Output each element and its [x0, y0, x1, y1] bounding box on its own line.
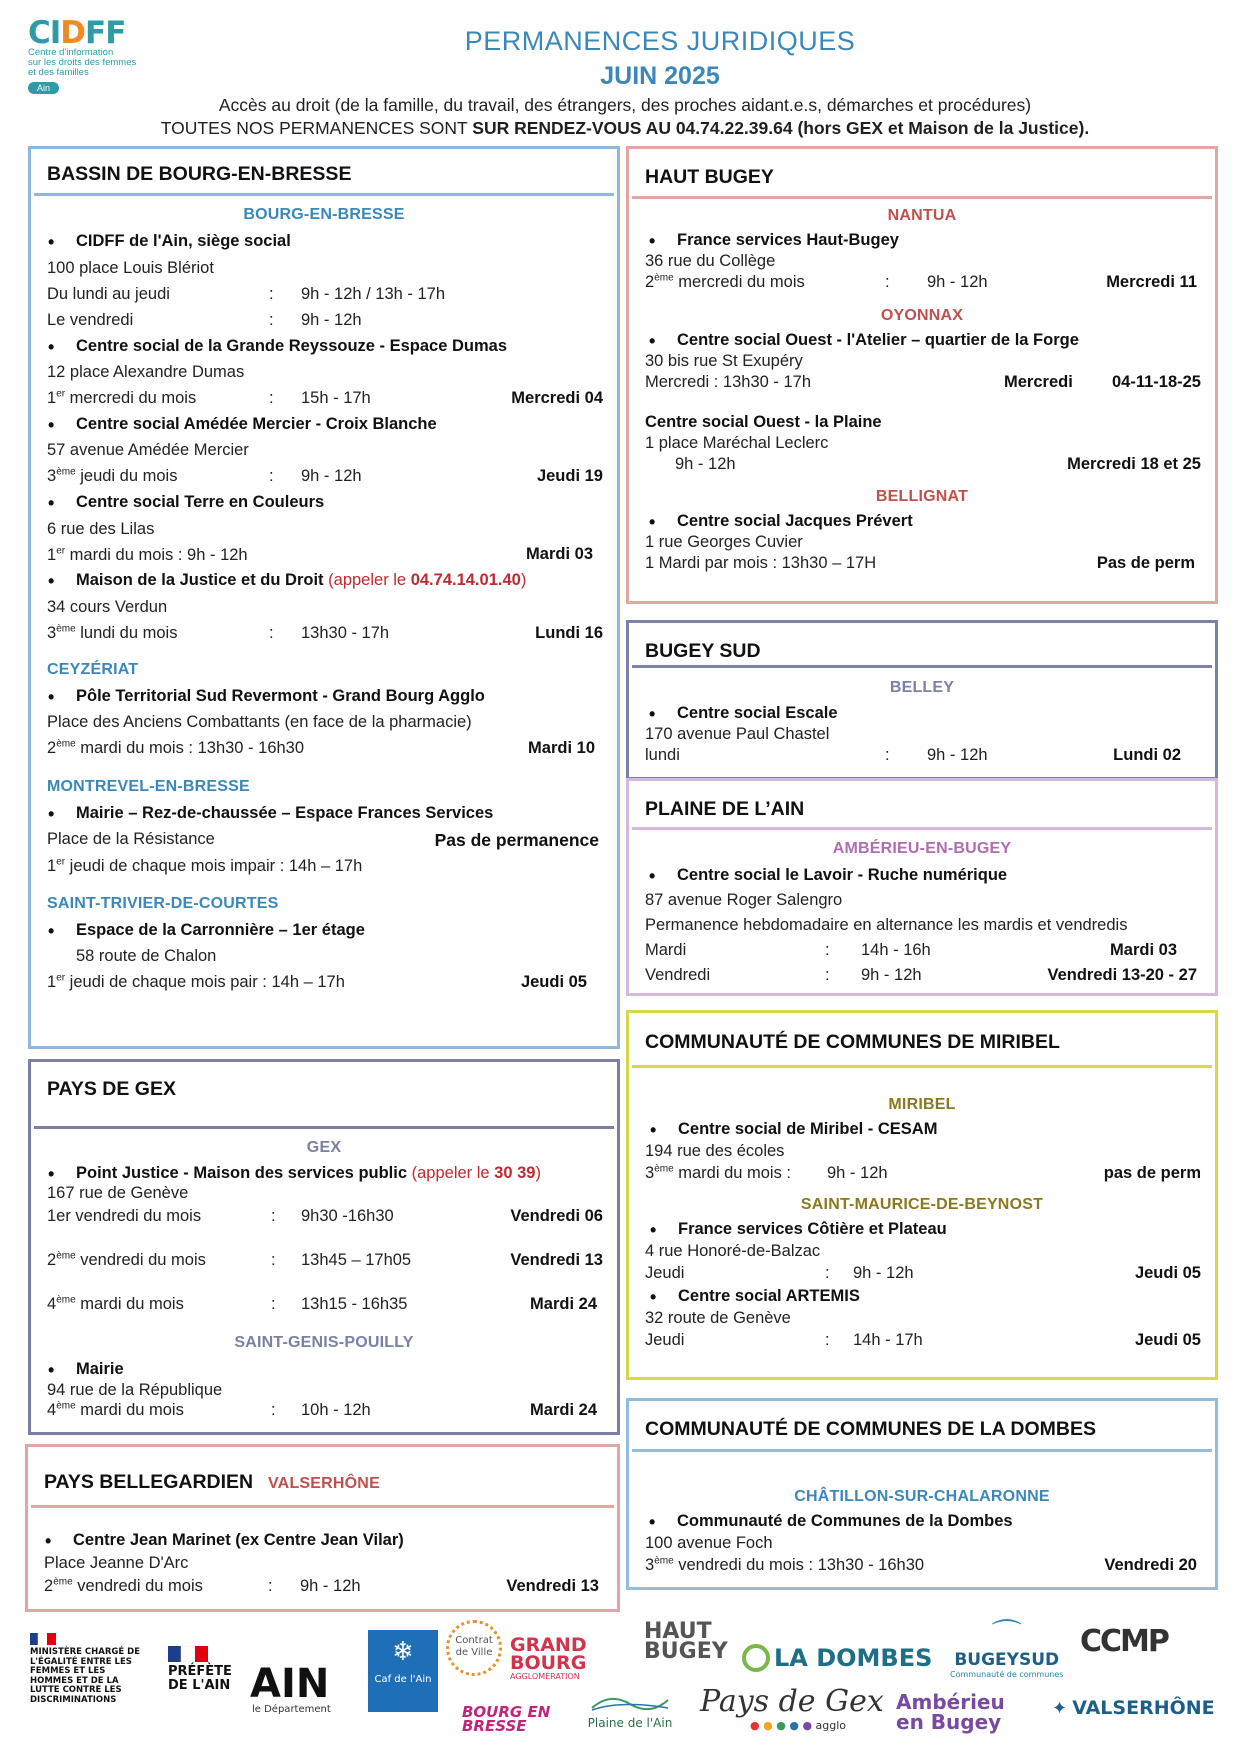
- city-heading: CEYZÉRIAT: [47, 661, 139, 678]
- prefete-logo: PRÉFÈTE DE L'AIN: [168, 1646, 238, 1693]
- city-heading: MIRIBEL: [888, 1096, 956, 1113]
- panel-haut-bugey: HAUT BUGEY NANTUA • France services Haut-Bugey 36 rue du Collège 2ème mercredi du mois : 9h - 12h Mercredi 11 OYONNAX • Centre social Ouest - l'Atelier – quartier de la Forge 30 bis rue St Exupéry Mercredi : 13h30 - 17h Mercredi 04-11-18-25 Centre social Ouest - la Plaine 1 place Maréchal Leclerc 9h - 12h Mercredi 18 et 25 BELLIGNAT • Centre social Jacques Prévert 1 rue Georges Cuvier 1 Mardi par mois : 13h30 – 17H Pas de perm: [626, 146, 1218, 604]
- city-heading: OYONNAX: [880, 307, 964, 324]
- entity-name: • Communauté de Communes de la Dombes: [677, 1512, 1013, 1531]
- entity-name: • Point Justice - Maison des services public (appeler le 30 39): [76, 1164, 541, 1183]
- panel-title: COMMUNAUTÉ DE COMMUNES DE MIRIBEL: [645, 1031, 1060, 1053]
- entity-name: • Centre social Terre en Couleurs: [76, 493, 324, 512]
- bugeysud-logo: ⌒ BUGEYSUD Communauté de communes: [950, 1618, 1064, 1679]
- city-heading: NANTUA: [887, 207, 957, 224]
- entity-name: • Maison de la Justice et du Droit (appeler le 04.74.14.01.40): [76, 571, 526, 590]
- amberieu-logo: Ambérieu en Bugey: [896, 1690, 1005, 1734]
- panel-title: PAYS DE GEX: [47, 1078, 176, 1100]
- city-heading: SAINT-TRIVIER-DE-COURTES: [47, 895, 279, 912]
- date-label: Jeudi 05: [1134, 1264, 1201, 1282]
- entity-name: • Centre social ARTEMIS: [678, 1287, 860, 1306]
- intro-line-1: Accès au droit (de la famille, du travail, des étrangers, des proches aidant.e.s, démarches et procédures): [218, 95, 1032, 115]
- page-title: PERMANENCES JURIDIQUES: [464, 26, 856, 56]
- date-label: Mardi 03: [526, 545, 593, 563]
- city-heading: CHÂTILLON-SUR-CHALARONNE: [794, 1488, 1050, 1505]
- entity-name: • Mairie – Rez-de-chaussée – Espace Frances Services: [76, 804, 493, 823]
- pays-de-gex-logo: Pays de Gex ● ● ● ● ● agglo: [700, 1684, 884, 1732]
- panel-miribel: COMMUNAUTÉ DE COMMUNES DE MIRIBEL MIRIBEL • Centre social de Miribel - CESAM 194 rue des écoles 3ème mardi du mois : 9h - 12h pas de perm SAINT-MAURICE-DE-BEYNOST • France services Côtière et Plateau 4 rue Honoré-de-Balzac Jeudi : 9h - 12h Jeudi 05 • Centre social ARTEMIS 32 route de Genève Jeudi : 14h - 17h Jeudi 05: [626, 1010, 1218, 1380]
- date-label: Pas de perm: [1096, 554, 1195, 572]
- page-month: JUIN 2025: [600, 62, 720, 90]
- plaine-ain-logo: Plaine de l'Ain: [580, 1690, 680, 1730]
- panel-bellegardien: PAYS BELLEGARDIEN VALSERHÔNE • Centre Jean Marinet (ex Centre Jean Vilar) Place Jeanne D'Arc 2ème vendredi du mois : 9h - 12h Vendredi 13: [25, 1444, 620, 1612]
- cidff-logo: CIDFF Centre d'information sur les droits des femmes et des familles Ain: [28, 15, 137, 93]
- entity-name: • France services Haut-Bugey: [677, 231, 899, 250]
- ccmp-logo: CCMP: [1080, 1624, 1168, 1659]
- date-label: 04-11-18-25: [1112, 373, 1201, 391]
- date-label: Vendredi 06: [510, 1207, 603, 1225]
- panel-gex: PAYS DE GEX GEX • Point Justice - Maison des services public (appeler le 30 39) 167 rue de Genève 1er vendredi du mois : 9h30 -16h30 Vendredi 06 2ème vendredi du mois : 13h45 – 17h05 Vendredi 13 4ème mardi du mois : 13h15 - 16h35 Mardi 24 SAINT-GENIS-POUILLY • Mairie 94 rue de la République 4ème mardi du mois : 10h - 12h Mardi 24: [28, 1059, 620, 1435]
- date-label: Jeudi 19: [536, 467, 603, 485]
- la-dombes-logo: LA DOMBES: [742, 1644, 932, 1672]
- city-heading: BELLEY: [889, 679, 955, 696]
- panel-dombes: COMMUNAUTÉ DE COMMUNES DE LA DOMBES CHÂTILLON-SUR-CHALARONNE • Communauté de Communes de la Dombes 100 avenue Foch 3ème vendredi du mois : 13h30 - 16h30 Vendredi 20: [626, 1398, 1218, 1590]
- date-label: pas de perm: [1103, 1164, 1201, 1182]
- panel-bourg: BASSIN DE BOURG-EN-BRESSE BOURG-EN-BRESSE • CIDFF de l'Ain, siège social 100 place Louis Blériot Du lundi au jeudi : 9h - 12h / 13h - 17h Le vendredi : 9h - 12h • Centre social de la Grande Reyssouze - Espace Dumas 12 place Alexandre Dumas 1er mercredi du mois : 15h - 17h Mercredi 04 • Centre social Amédée Mercier - Croix Blanche 57 avenue Amédée Mercier 3ème jeudi du mois : 9h - 12h Jeudi 19 • Centre social Terre en Couleurs 6 rue des Lilas 1er mardi du mois : 9h - 12h Mardi 03 • Maison de la Justice et du Droit (appeler le 04.74.14.01.40) 34 cours Verdun 3ème lundi du mois : 13h30 - 17h Lundi 16 CEYZÉRIAT • Pôle Territorial Sud Revermont - Grand Bourg Agglo Place des Anciens Combattants (en face de la pharmacie) 2ème mardi du mois : 13h30 - 16h30 Mardi 10 MONTREVEL-EN-BRESSE • Mairie – Rez-de-chaussée – Espace Frances Services Place de la Résistance Pas de permanence 1er jeudi de chaque mois impair : 14h – 17h SAINT-TRIVIER-DE-COURTES • Espace de la Carronnière – 1er étage 58 route de Chalon 1er jeudi de chaque mois pair : 14h – 17h Jeudi 05: [28, 146, 620, 1049]
- date-label: Mardi 24: [530, 1401, 597, 1419]
- date-label: Mercredi 18 et 25: [1067, 455, 1201, 473]
- date-label: Lundi 16: [535, 624, 603, 642]
- panel-title: COMMUNAUTÉ DE COMMUNES DE LA DOMBES: [645, 1418, 1097, 1440]
- entity-name: Centre social Ouest - la Plaine: [645, 413, 882, 431]
- panel-plaine-ain: PLAINE DE L’AIN AMBÉRIEU-EN-BUGEY • Centre social le Lavoir - Ruche numérique 87 avenue Roger Salengro Permanence hebdomadaire en alternance les mardis et vendredis Mardi : 14h - 16h Mardi 03 Vendredi : 9h - 12h Vendredi 13-20 - 27: [626, 778, 1218, 996]
- city-heading: AMBÉRIEU-EN-BUGEY: [832, 840, 1012, 857]
- entity-name: • Centre social de Miribel - CESAM: [678, 1120, 937, 1139]
- entity-name: • CIDFF de l'Ain, siège social: [76, 232, 291, 251]
- panel-bugey-sud: BUGEY SUD BELLEY • Centre social Escale 170 avenue Paul Chastel lundi : 9h - 12h Lundi 02: [626, 620, 1218, 780]
- city-heading: MONTREVEL-EN-BRESSE: [47, 778, 250, 795]
- panel-title: PLAINE DE L’AIN: [645, 798, 805, 820]
- date-label: Mardi 10: [528, 739, 595, 757]
- city-heading: BOURG-EN-BRESSE: [243, 206, 405, 223]
- panel-title: BUGEY SUD: [645, 640, 761, 662]
- haut-bugey-logo: HAUT BUGEY: [644, 1619, 728, 1664]
- intro-line-2: TOUTES NOS PERMANENCES SONT SUR RENDEZ-VOUS AU 04.74.22.39.64 (hors GEX et Maison de la Justice).: [160, 118, 1090, 138]
- entity-name: • Espace de la Carronnière – 1er étage: [76, 921, 365, 940]
- ministere-logo: MINISTÈRE CHARGÉ DE L'ÉGALITÉ ENTRE LES FEMMES ET LES HOMMES ET DE LA LUTTE CONTRE LES DISCRIMINATIONS: [30, 1633, 150, 1705]
- panel-title: BASSIN DE BOURG-EN-BRESSE: [47, 163, 352, 185]
- date-label: Mercredi 11: [1106, 273, 1197, 291]
- city-heading: BELLIGNAT: [875, 488, 969, 505]
- entity-name: • Centre social Amédée Mercier - Croix Blanche: [76, 415, 437, 434]
- date-label: Vendredi 13: [506, 1577, 599, 1595]
- ville-bourg-logo: BOURG EN BRESSE: [462, 1703, 551, 1735]
- date-label: Vendredi 13-20 - 27: [1047, 966, 1197, 984]
- contrat-de-ville-logo: Contrat de Ville: [446, 1620, 502, 1676]
- date-label: Vendredi 13: [510, 1251, 603, 1269]
- panel-title: PAYS BELLEGARDIEN: [44, 1471, 254, 1493]
- entity-name: • Centre Jean Marinet (ex Centre Jean Vilar): [73, 1531, 404, 1550]
- city-heading: SAINT-MAURICE-DE-BEYNOST: [800, 1196, 1044, 1213]
- date-label: Mardi 24: [530, 1295, 597, 1313]
- entity-name: • Centre social Ouest - l'Atelier – quartier de la Forge: [677, 331, 1079, 350]
- entity-name: • Centre social Escale: [677, 704, 838, 723]
- entity-name: • Pôle Territorial Sud Revermont - Grand Bourg Agglo: [76, 687, 485, 706]
- grand-bourg-logo: GRAND BOURG AGGLOMÉRATION: [510, 1634, 587, 1681]
- city-heading: VALSERHÔNE: [268, 1475, 380, 1492]
- ain-departement-logo: AIN le Département: [250, 1661, 331, 1715]
- entity-name: • Centre social de la Grande Reyssouze - Espace Dumas: [76, 337, 507, 356]
- entity-name: • Mairie: [76, 1360, 124, 1379]
- date-label: Jeudi 05: [520, 973, 587, 991]
- entity-name: • Centre social le Lavoir - Ruche numérique: [677, 866, 1007, 885]
- entity-name: • Centre social Jacques Prévert: [677, 512, 913, 531]
- city-heading: GEX: [306, 1139, 342, 1156]
- date-label: Mardi 03: [1110, 941, 1177, 959]
- city-heading: SAINT-GENIS-POUILLY: [234, 1334, 414, 1351]
- date-label: Vendredi 20: [1104, 1556, 1197, 1574]
- date-label: Lundi 02: [1113, 746, 1181, 764]
- date-label: Jeudi 05: [1134, 1331, 1201, 1349]
- date-label: Mercredi 04: [511, 389, 603, 407]
- panel-title: HAUT BUGEY: [645, 166, 774, 188]
- no-session-note: Pas de permanence: [434, 830, 599, 850]
- entity-name: • France services Côtière et Plateau: [678, 1220, 947, 1239]
- caf-logo: ❄ Caf de l'Ain: [368, 1630, 438, 1712]
- valserhone-logo: ✦ VALSERHÔNE: [1052, 1697, 1215, 1719]
